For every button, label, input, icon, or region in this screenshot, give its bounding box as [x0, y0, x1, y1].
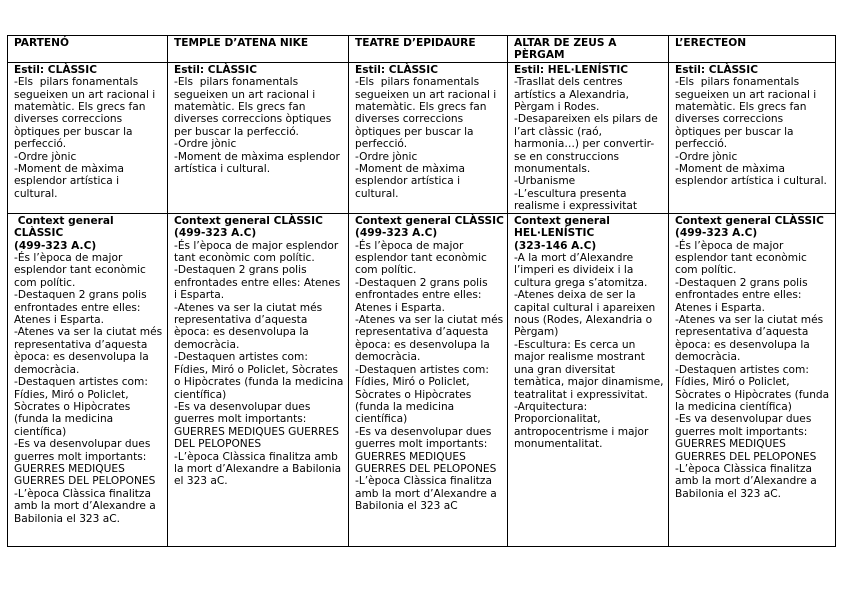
context-line: -Destaquen 2 grans polis enfrontades entre elles: Atenes i Esparta.: [174, 264, 344, 302]
header-cell: [669, 36, 836, 63]
context-line: -Atenes va ser la ciutat més representativa d’aquesta època: es desenvolupa la democràcia.: [355, 314, 507, 364]
header-erecteon: L’ERECTEON: [675, 37, 747, 49]
context-line: -Es va desenvolupar dues guerres molt importants: GUERRES MEDIQUES GUERRES DEL PELOPONES: [14, 438, 156, 488]
context-row: [8, 213, 836, 546]
context-line: -Destaquen artistes com: Fídies, Miró o Policlet, Sòcrates o Hipòcrates (funda la medicina científica): [355, 363, 493, 426]
style-title: Estil: CLÀSSIC: [174, 63, 258, 76]
style-line: -Els pilars fonamentals segueixen un art racional i matemàtic. Els grecs fan diverses correccions òptiques per buscar la perfecció.: [355, 76, 500, 151]
style-line: -Moment de màxima esplendor artística i cultural.: [355, 163, 469, 200]
style-row: [8, 62, 836, 213]
style-line: -Ordre jònic: [355, 150, 418, 163]
context-cell: [508, 213, 669, 546]
style-line: -Moment de màxima esplendor artística i cultural.: [675, 163, 827, 188]
context-line: -L’època Clàssica finalitza amb la mort d’Alexandre a Babilonia el 323 aC.: [14, 487, 160, 525]
context-line: -Es va desenvolupar dues guerres molt importants: GUERRES MEDIQUES GUERRES DEL PELOPONES: [355, 425, 497, 475]
style-title: Estil: CLÀSSIC: [355, 63, 439, 76]
context-line: -És l’època de major esplendor tant econòmic com polític.: [174, 239, 342, 265]
context-title: Context general CLÀSSIC: [14, 214, 118, 240]
context-line: -L’època Clàssica finalitza amb la mort d’Alexandre a Babilonia el 323 aC.: [174, 450, 345, 488]
context-line: -Atenes va ser la ciutat més representativa d’aquesta època: es desenvolupa la democràcia.: [174, 301, 326, 351]
context-cell: [349, 213, 508, 546]
style-line: -Trasllat dels centres artístics a Alexandria, Pèrgam i Rodes.: [514, 76, 633, 114]
context-title: Context general HEL·LENÍSTIC: [514, 214, 614, 240]
style-line: -Ordre jònic: [675, 150, 738, 163]
style-title: Estil: CLÀSSIC: [14, 63, 98, 76]
header-cell: [508, 36, 669, 63]
context-line: -Destaquen artistes com: Fídies, Miró o Policlet, Sòcrates o Hipòcrates (funda la medicina científica): [14, 376, 152, 438]
context-title: Context general CLÀSSIC: [355, 214, 504, 227]
context-line: -A la mort d’Alexandre l’imperi es divideix i la cultura grega s’atomitza.: [514, 252, 648, 289]
context-period: (323-146 A.C): [514, 239, 597, 252]
style-line: -Urbanisme: [514, 175, 576, 188]
context-cell: [168, 213, 349, 546]
context-period: (499-323 A.C): [14, 239, 97, 252]
context-cell: [669, 213, 836, 546]
context-line: -És l’època de major esplendor tant econòmic com polític.: [355, 239, 491, 277]
context-line: -L’època Clàssica finalitza amb la mort d’Alexandre a Babilonia el 323 aC.: [675, 462, 821, 500]
style-title: Estil: CLÀSSIC: [675, 63, 759, 76]
context-line: -És l’època de major esplendor tant econòmic com polític.: [14, 252, 150, 289]
context-line: -Atenes deixa de ser la capital cultural i apareixen nous (Rodes, Alexandria o Pèrgam): [514, 289, 659, 339]
style-title: Estil: HEL·LENÍSTIC: [514, 63, 629, 76]
style-cell: [168, 62, 349, 213]
style-line: -Desapareixen els pilars de l’art clàssic (raó, harmonia…) per convertir-se en construccions monumentals.: [514, 113, 662, 176]
context-line: -Destaquen 2 grans polis enfrontades entre elles: Atenes i Esparta.: [355, 276, 491, 314]
context-line: -Arquitectura: Proporcionalitat, antropocentrisme i major monumentalitat.: [514, 400, 652, 451]
context-period: (499-323 A.C): [174, 227, 257, 240]
style-line: -Moment de màxima esplendor artística i cultural.: [174, 150, 344, 176]
header-row: [8, 36, 836, 63]
header-cell: [168, 36, 349, 63]
context-title: Context general CLÀSSIC: [174, 214, 323, 227]
header-pergam: ALTAR DE ZEUS A PÈRGAM: [514, 37, 617, 62]
context-line: -Destaquen artistes com: Fídies, Miró o Policlet, Sòcrates o Hipòcrates (funda la medicina científica): [675, 363, 833, 413]
style-cell: [508, 62, 669, 213]
context-period: (499-323 A.C): [355, 227, 438, 240]
style-line: -Els pilars fonamentals segueixen un art racional i matemàtic. Els grecs fan diverses correccions òptiques per buscar la perfecció.: [174, 76, 335, 138]
context-line: -Es va desenvolupar dues guerres molt importants: GUERRES MEDIQUES GUERRES DEL PELOPONES: [675, 413, 817, 463]
context-line: -Atenes va ser la ciutat més representativa d’aquesta època: es desenvolupa la democràcia.: [14, 326, 166, 376]
style-line: -Els pilars fonamentals segueixen un art racional i matemàtic. Els grecs fan diverses correccions òptiques per buscar la perfecció.: [675, 76, 820, 151]
header-atena-nike: TEMPLE D’ATENA NIKE: [174, 37, 309, 49]
style-cell: [8, 62, 168, 213]
style-line: -L’escultura presenta realisme i expressivitat: [514, 187, 638, 213]
context-line: -Destaquen 2 grans polis enfrontades entre elles: Atenes i Esparta.: [14, 289, 150, 327]
context-line: -És l’època de major esplendor tant econòmic com polític.: [675, 239, 811, 277]
context-line: -L’època Clàssica finalitza amb la mort d’Alexandre a Babilonia el 323 aC: [355, 475, 501, 513]
context-period: (499-323 A.C): [675, 227, 758, 240]
style-line: -Els pilars fonamentals segueixen un art racional i matemàtic. Els grecs fan diverses correccions òptiques per buscar la perfecció.: [14, 76, 159, 151]
context-cell: [8, 213, 168, 546]
context-line: -Atenes va ser la ciutat més representativa d’aquesta època: es desenvolupa la democràcia.: [675, 314, 827, 364]
context-line: -Es va desenvolupar dues guerres molt importants: GUERRES MEDIQUES GUERRES DEL PELOPONES: [174, 400, 343, 451]
style-cell: [669, 62, 836, 213]
header-epidaure: TEATRE D’EPIDAURE: [355, 37, 476, 49]
style-cell: [349, 62, 508, 213]
header-cell: [349, 36, 508, 63]
style-line: -Ordre jònic: [174, 138, 237, 151]
context-line: -Destaquen artistes com: Fídies, Miró o Policlet, Sòcrates o Hipòcrates (funda la medicina científica): [174, 351, 347, 401]
header-partenon: PARTENÓ: [14, 37, 70, 49]
style-line: -Ordre jònic: [14, 150, 77, 163]
header-cell: [8, 36, 168, 63]
context-title: Context general CLÀSSIC: [675, 214, 824, 227]
context-line: -Destaquen 2 grans polis enfrontades entre elles: Atenes i Esparta.: [675, 276, 811, 314]
comparison-table: [7, 35, 836, 547]
style-line: -Moment de màxima esplendor artística i cultural.: [14, 163, 128, 200]
context-line: -Escultura: Es cerca un major realisme mostrant una gran diversitat temàtica, major dinamisme, teatralitat i expressivitat.: [514, 338, 667, 401]
